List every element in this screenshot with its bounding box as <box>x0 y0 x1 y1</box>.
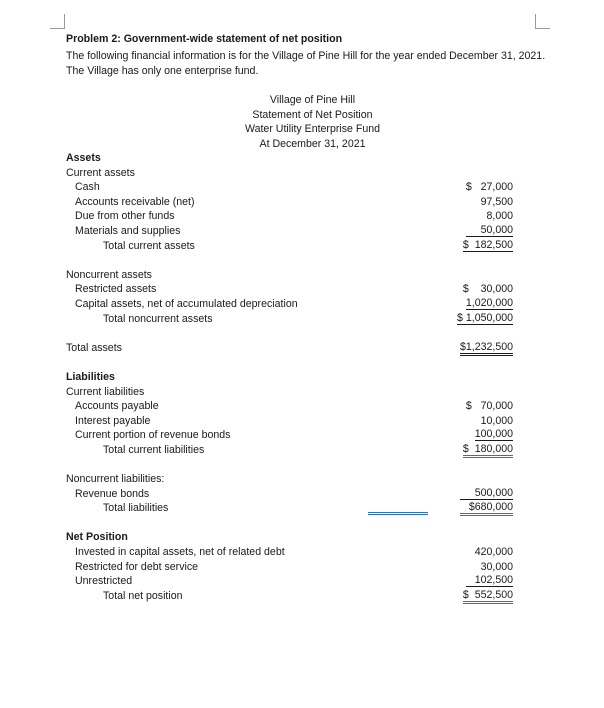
row-amount: $1,232,500 <box>460 341 513 356</box>
row-label: Assets <box>66 152 101 164</box>
statement-row <box>66 457 516 472</box>
statement-row <box>66 574 516 589</box>
row-amount: 10,000 <box>480 414 513 427</box>
row-amount: 100,000 <box>474 428 513 441</box>
statement-row <box>66 239 516 254</box>
statement-row <box>66 414 516 429</box>
statement-row <box>66 166 516 181</box>
row-amount: $ 180,000 <box>463 443 513 458</box>
row-amount: $680,000 <box>460 501 513 516</box>
row-label: Cash <box>75 181 100 194</box>
row-label: Materials and supplies <box>75 224 181 237</box>
statement-row <box>66 428 516 443</box>
row-label: Revenue bonds <box>75 487 150 500</box>
row-label: Capital assets, net of accumulated depreciation <box>75 297 298 310</box>
statement-row <box>66 399 516 414</box>
header-line: Statement of Net Position <box>252 108 373 121</box>
row-label: Accounts receivable (net) <box>75 195 195 208</box>
row-amount: 102,500 <box>465 574 513 587</box>
row-label: Interest payable <box>75 414 151 427</box>
row-label: Total liabilities <box>103 502 169 515</box>
statement-row <box>66 545 516 560</box>
statement-row <box>66 355 516 370</box>
statement-row <box>66 253 516 268</box>
statement-row <box>66 195 516 210</box>
margin-corner-marker <box>50 14 65 29</box>
statement-row <box>66 326 516 341</box>
statement-row <box>66 472 516 487</box>
statement-row <box>66 224 516 239</box>
statement-row <box>66 151 516 166</box>
statement-row <box>66 516 516 531</box>
row-amount: 97,500 <box>480 195 513 208</box>
row-label: Total current liabilities <box>103 443 205 456</box>
row-amount: $ 182,500 <box>462 238 513 251</box>
statement-row <box>66 282 516 297</box>
row-label: Liabilities <box>66 370 115 383</box>
statement-table <box>66 151 516 603</box>
row-label: Invested in capital assets, net of related debt <box>75 546 285 559</box>
statement-row <box>66 385 516 400</box>
header-line: Village of Pine Hill <box>269 94 356 106</box>
row-amount: $ 552,500 <box>463 589 513 604</box>
statement-row <box>66 209 516 224</box>
row-label: Total current assets <box>103 239 195 252</box>
proofing-underline <box>368 512 428 515</box>
header-line: Water Utility Enterprise Fund <box>244 123 380 136</box>
row-label: Current liabilities <box>66 385 145 398</box>
row-label: Total assets <box>66 341 122 354</box>
row-label: Restricted for debt service <box>75 560 199 573</box>
statement-row <box>66 487 516 502</box>
row-amount: 1,020,000 <box>465 296 513 309</box>
row-amount: $ 70,000 <box>465 400 513 413</box>
row-label: Accounts payable <box>75 400 159 413</box>
row-label: Net Position <box>66 531 128 544</box>
statement-row <box>66 443 516 458</box>
statement-row <box>66 560 516 575</box>
statement-row <box>66 370 516 385</box>
statement-row <box>66 268 516 283</box>
row-label: Current assets <box>66 166 135 179</box>
row-amount: 50,000 <box>465 223 513 236</box>
row-amount: 500,000 <box>459 486 513 499</box>
statement-row <box>66 589 516 604</box>
statement-row <box>66 501 516 516</box>
row-label: Due from other funds <box>75 210 175 223</box>
row-amount: 8,000 <box>486 210 513 223</box>
row-label: Total net position <box>103 589 183 602</box>
statement-row <box>66 297 516 312</box>
row-amount: $ 27,000 <box>465 181 513 194</box>
statement-header <box>200 93 425 151</box>
row-amount: $ 1,050,000 <box>457 311 513 324</box>
problem-description: The following financial information is for the Village of Pine Hill for the year ended December 31, 2021. The Village has only one enterprise fund. <box>66 50 546 77</box>
row-label: Noncurrent liabilities: <box>66 473 165 486</box>
row-label: Noncurrent assets <box>66 268 152 281</box>
row-amount: 420,000 <box>474 546 513 559</box>
margin-corner-marker <box>535 14 550 29</box>
header-line: At December 31, 2021 <box>259 137 366 150</box>
statement-row <box>66 180 516 195</box>
row-label: Unrestricted <box>75 575 133 588</box>
row-amount: 30,000 <box>480 560 513 573</box>
problem-title: Problem 2: Government-wide statement of net position <box>66 33 343 45</box>
row-label: Current portion of revenue bonds <box>75 429 231 442</box>
row-amount: $ 30,000 <box>462 283 513 296</box>
statement-row <box>66 341 516 356</box>
row-label: Total noncurrent assets <box>103 312 213 325</box>
statement-row <box>66 312 516 327</box>
row-label: Restricted assets <box>75 283 157 296</box>
statement-row <box>66 530 516 545</box>
